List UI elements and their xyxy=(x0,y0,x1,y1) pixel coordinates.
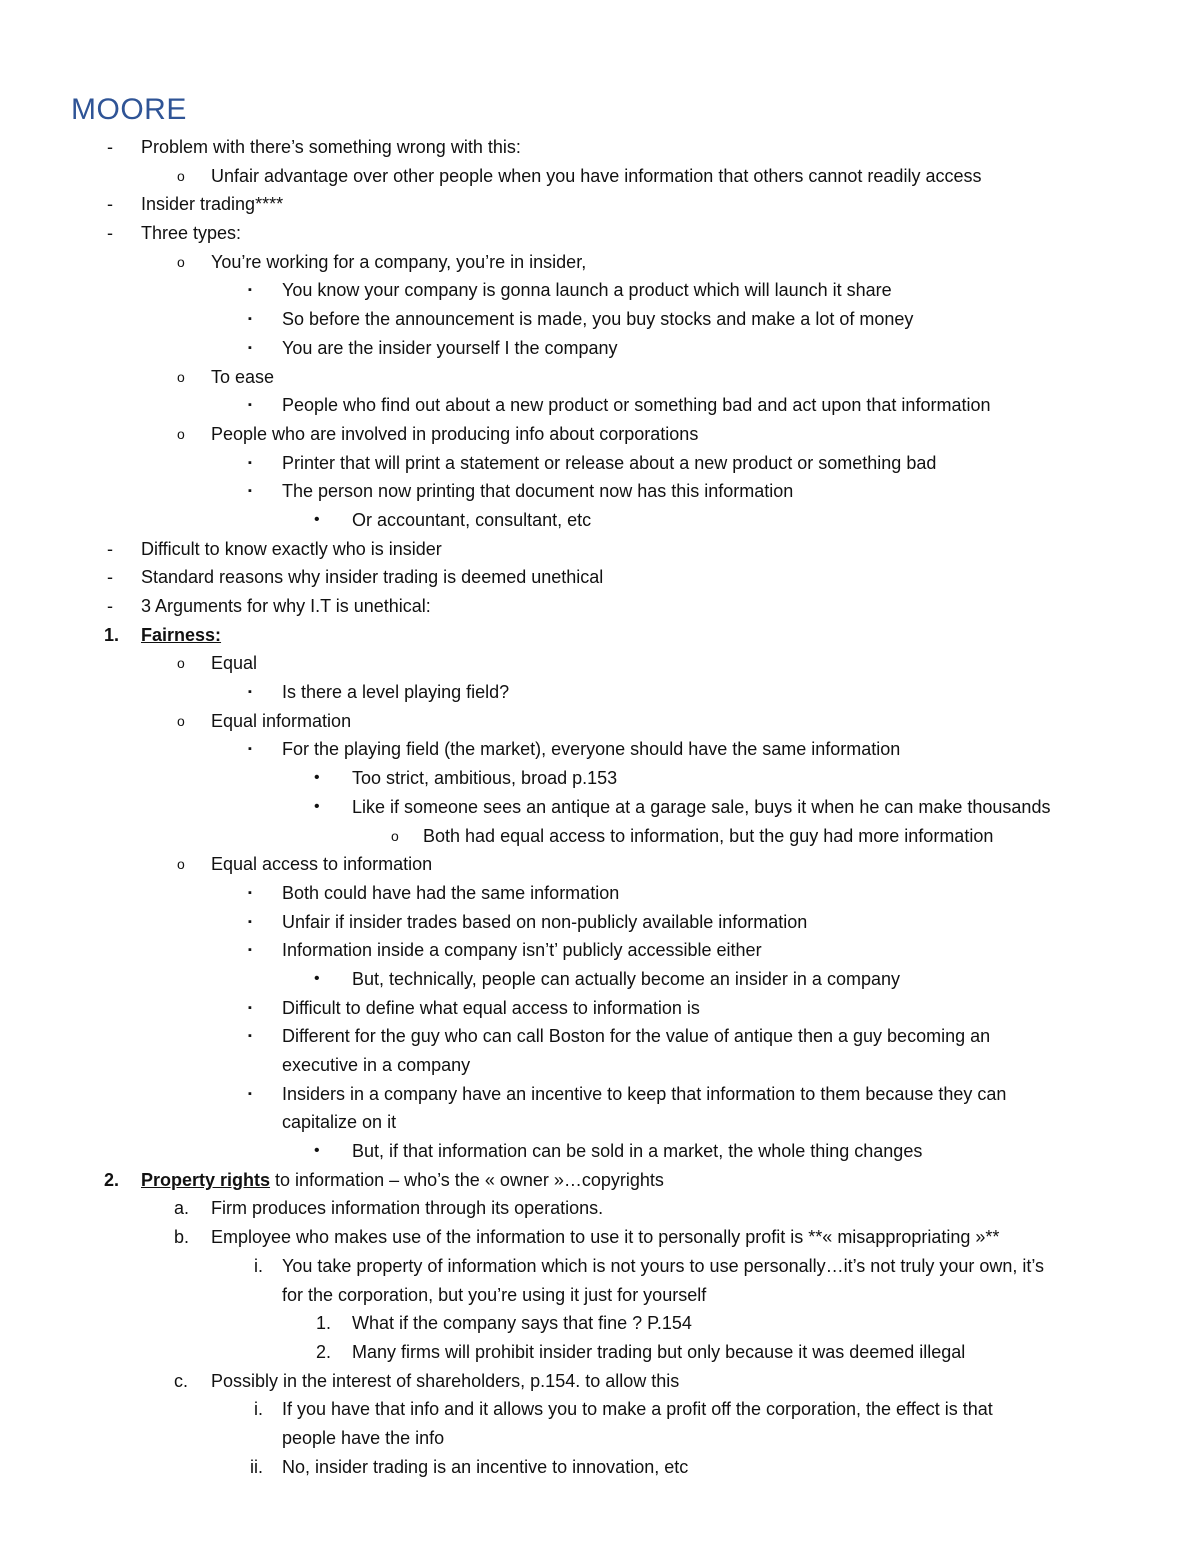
bullet-dash-icon: - xyxy=(107,567,113,588)
list-item xyxy=(0,219,1200,248)
bullet-square-icon: ▪ xyxy=(248,944,252,957)
list-item-continuation xyxy=(0,1281,1200,1310)
list-item-text: Employee who makes use of the information to use it to personally profit is **« misappropriating »** xyxy=(211,1227,1000,1248)
bullet-square-icon: ▪ xyxy=(248,686,252,699)
list-item xyxy=(0,994,1200,1023)
list-number: 1. xyxy=(316,1313,332,1334)
list-item xyxy=(0,420,1200,449)
section-heading-rest: to information – who’s the « owner »…copyrights xyxy=(270,1169,664,1190)
list-item-text: Both could have had the same information xyxy=(282,882,620,903)
list-item-text: People who find out about a new product or something bad and act upon that information xyxy=(282,395,991,416)
list-item xyxy=(0,535,1200,564)
list-item-text: Many firms will prohibit insider trading but only because it was deemed illegal xyxy=(352,1341,966,1362)
list-item xyxy=(0,477,1200,506)
list-item-text: Unfair advantage over other people when you have information that others cannot readily access xyxy=(211,165,982,186)
bullet-square-icon: ▪ xyxy=(248,341,252,354)
list-item xyxy=(0,793,1200,822)
list-item-text: 3 Arguments for why I.T is unethical: xyxy=(141,596,431,616)
bullet-square-icon: ▪ xyxy=(248,915,252,928)
list-item-text: Like if someone sees an antique at a garage sale, buys it when he can make thousands xyxy=(352,796,1051,817)
list-item xyxy=(0,563,1200,592)
list-item-text: Printer that will print a statement or release about a new product or something bad xyxy=(282,452,937,473)
list-item xyxy=(0,1194,1200,1223)
list-item xyxy=(0,449,1200,478)
list-item-text: Equal information xyxy=(211,710,352,731)
list-item xyxy=(0,908,1200,937)
list-item-text: So before the announcement is made, you buy stocks and make a lot of money xyxy=(282,309,914,330)
list-item-text: For the playing field (the market), everyone should have the same information xyxy=(282,739,901,760)
list-item-text: Problem with there’s something wrong with this: xyxy=(141,137,521,157)
list-item xyxy=(0,1309,1200,1338)
list-item xyxy=(0,276,1200,305)
list-item-text: Equal access to information xyxy=(211,854,433,875)
section-heading-text: Fairness: xyxy=(141,624,222,645)
list-item-text: Difficult to know exactly who is insider xyxy=(141,538,442,559)
bullet-square-icon: ▪ xyxy=(248,399,252,412)
list-item xyxy=(0,1137,1200,1166)
list-item xyxy=(0,1022,1200,1051)
list-item-continuation xyxy=(0,1424,1200,1453)
list-item xyxy=(0,305,1200,334)
list-item-text: Insiders in a company have an incentive to keep that information to them because they can xyxy=(282,1083,1007,1104)
list-item-text: Information inside a company isn’t’ publicly accessible either xyxy=(282,940,762,961)
bullet-square-icon: ▪ xyxy=(248,1030,252,1043)
list-item-text: No, insider trading is an incentive to innovation, etc xyxy=(282,1456,689,1477)
bullet-square-icon: ▪ xyxy=(248,886,252,899)
list-item xyxy=(0,334,1200,363)
list-item xyxy=(0,1080,1200,1109)
list-item-text: executive in a company xyxy=(282,1055,471,1075)
bullet-dot-icon: • xyxy=(314,797,320,815)
list-item-text: The person now printing that document now has this information xyxy=(282,481,794,502)
list-item-text: Is there a level playing field? xyxy=(282,682,510,703)
list-item xyxy=(0,649,1200,678)
list-item xyxy=(0,1395,1200,1424)
section-heading xyxy=(0,621,1200,650)
list-letter: b. xyxy=(174,1227,190,1248)
list-item xyxy=(0,1252,1200,1281)
list-item xyxy=(0,1453,1200,1482)
list-item-text: Standard reasons why insider trading is deemed unethical xyxy=(141,567,604,588)
list-item-text: Firm produces information through its operations. xyxy=(211,1198,604,1219)
list-item-text: Or accountant, consultant, etc xyxy=(352,509,592,530)
list-item-text: But, if that information can be sold in a market, the whole thing changes xyxy=(352,1141,923,1162)
list-item-text: Three types: xyxy=(141,223,242,244)
list-item-text: Both had equal access to information, but the guy had more information xyxy=(423,825,994,846)
bullet-circle-icon: o xyxy=(391,827,399,844)
list-item-text: Too strict, ambitious, broad p.153 xyxy=(352,768,618,789)
bullet-square-icon: ▪ xyxy=(248,1001,252,1014)
list-item-text: Unfair if insider trades based on non-publicly available information xyxy=(282,911,808,932)
bullet-circle-icon: o xyxy=(177,425,185,442)
list-item xyxy=(0,391,1200,420)
list-item-text: You know your company is gonna launch a product which will launch it share xyxy=(282,280,892,301)
list-roman: i. xyxy=(254,1399,263,1420)
bullet-circle-icon: o xyxy=(177,712,185,729)
notes-list xyxy=(0,133,1200,1481)
bullet-circle-icon: o xyxy=(177,253,185,270)
list-item xyxy=(0,764,1200,793)
list-letter: c. xyxy=(174,1370,189,1391)
bullet-dash-icon: - xyxy=(107,223,113,244)
list-item-text: Possibly in the interest of shareholders, p.154. to allow this xyxy=(211,1370,680,1391)
list-item-text: People who are involved in producing info about corporations xyxy=(211,423,699,444)
list-item xyxy=(0,1223,1200,1252)
list-item-continuation xyxy=(0,1051,1200,1080)
list-item xyxy=(0,506,1200,535)
bullet-dot-icon: • xyxy=(314,969,320,987)
list-letter: a. xyxy=(174,1198,190,1219)
list-item xyxy=(0,1338,1200,1367)
list-item-text: people have the info xyxy=(282,1427,445,1448)
list-item-text: Different for the guy who can call Boston for the value of antique then a guy becoming an xyxy=(282,1026,991,1047)
list-item-text: Equal xyxy=(211,653,258,674)
list-item xyxy=(0,592,1200,621)
list-roman: i. xyxy=(254,1255,263,1276)
list-item xyxy=(0,936,1200,965)
bullet-circle-icon: o xyxy=(177,167,185,184)
bullet-square-icon: ▪ xyxy=(248,456,252,469)
list-number: 2. xyxy=(316,1341,332,1362)
list-item-continuation xyxy=(0,1108,1200,1137)
list-item xyxy=(0,162,1200,191)
bullet-dot-icon: • xyxy=(314,769,320,787)
list-item-text: Insider trading**** xyxy=(141,194,284,215)
list-item-text: Difficult to define what equal access to information is xyxy=(282,997,700,1018)
bullet-dot-icon: • xyxy=(314,1142,320,1160)
bullet-dot-icon: • xyxy=(314,510,320,528)
bullet-dash-icon: - xyxy=(107,137,113,157)
list-item xyxy=(0,707,1200,736)
bullet-circle-icon: o xyxy=(177,856,185,873)
bullet-square-icon: ▪ xyxy=(248,485,252,498)
list-item xyxy=(0,363,1200,392)
list-item xyxy=(0,822,1200,851)
list-number: 1. xyxy=(104,624,120,645)
bullet-circle-icon: o xyxy=(177,368,185,385)
list-item-text: You’re working for a company, you’re in insider, xyxy=(211,251,587,272)
list-item xyxy=(0,735,1200,764)
page-title: MOORE xyxy=(71,93,187,126)
list-item xyxy=(0,678,1200,707)
list-roman: ii. xyxy=(250,1456,263,1477)
bullet-circle-icon: o xyxy=(177,655,185,672)
bullet-square-icon: ▪ xyxy=(248,284,252,297)
list-item xyxy=(0,879,1200,908)
section-heading-emphasis: Property rights xyxy=(141,1169,271,1190)
list-item-text: What if the company says that fine ? P.154 xyxy=(352,1313,692,1334)
list-item xyxy=(0,190,1200,219)
list-item-text: capitalize on it xyxy=(282,1112,397,1133)
list-item xyxy=(0,248,1200,277)
list-item xyxy=(0,133,1200,162)
list-number: 2. xyxy=(104,1169,120,1190)
bullet-square-icon: ▪ xyxy=(248,313,252,326)
list-item xyxy=(0,850,1200,879)
bullet-square-icon: ▪ xyxy=(248,1087,252,1100)
list-item-text: for the corporation, but you’re using it just for yourself xyxy=(282,1284,707,1305)
list-item xyxy=(0,965,1200,994)
list-item-text: You take property of information which is not yours to use personally…it’s not truly your own, it’s xyxy=(282,1255,1045,1276)
list-item-text: If you have that info and it allows you to make a profit off the corporation, the effect is that xyxy=(282,1399,993,1420)
list-item-text: To ease xyxy=(211,366,275,387)
list-item xyxy=(0,1367,1200,1396)
section-heading-text xyxy=(141,1166,664,1195)
bullet-dash-icon: - xyxy=(107,194,113,215)
bullet-dash-icon: - xyxy=(107,596,113,616)
bullet-square-icon: ▪ xyxy=(248,743,252,756)
section-heading xyxy=(0,1166,1200,1195)
list-item-text: But, technically, people can actually become an insider in a company xyxy=(352,968,900,989)
list-item-text: You are the insider yourself I the company xyxy=(282,337,618,358)
bullet-dash-icon: - xyxy=(107,538,113,559)
